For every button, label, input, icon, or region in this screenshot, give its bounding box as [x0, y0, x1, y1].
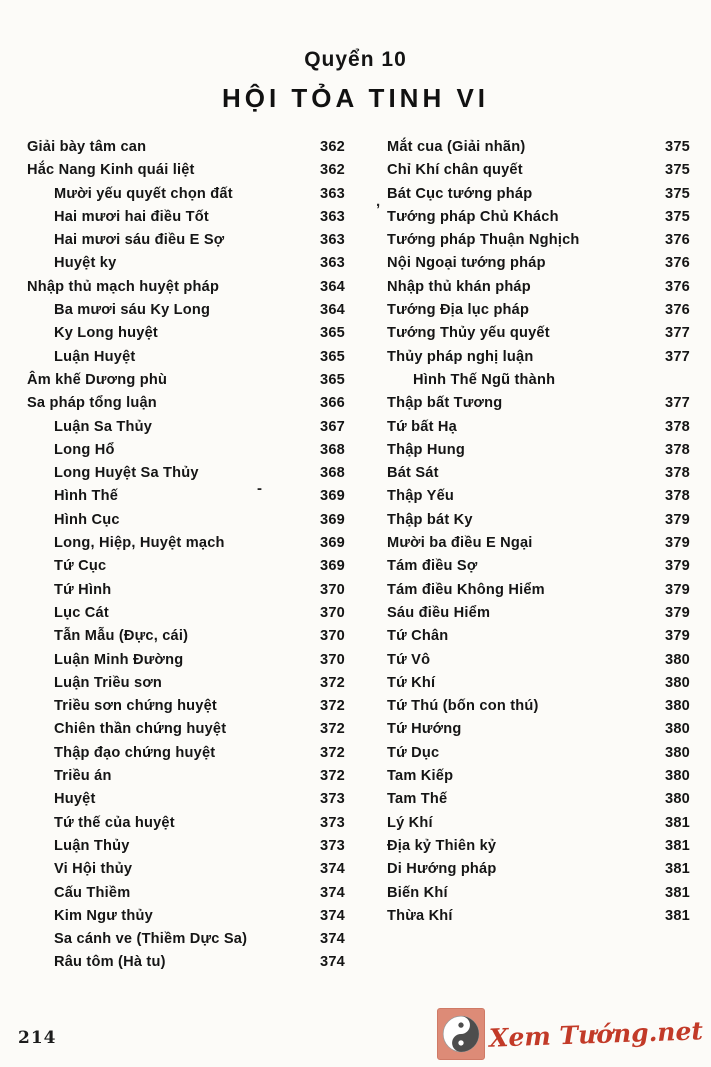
toc-entry [27, 159, 345, 182]
toc-entry [387, 439, 690, 462]
toc-entry-title: Hắc Nang Kinh quái liệt [27, 162, 195, 179]
toc-entry [27, 672, 345, 695]
toc-entry-page: 374 [320, 954, 345, 971]
toc-entry [387, 555, 690, 578]
toc-entry [27, 252, 345, 275]
toc-entry [387, 718, 690, 741]
toc-entry [27, 835, 345, 858]
toc-entry [387, 765, 690, 788]
yin-yang-icon [437, 1008, 485, 1060]
toc-entry [387, 346, 690, 393]
toc-entry [387, 136, 690, 159]
toc-entry-page: 378 [665, 441, 690, 458]
toc-entry [27, 206, 345, 229]
toc-entry-page: 369 [320, 511, 345, 528]
toc-entry-title: Tám điều Sợ [387, 558, 478, 575]
toc-entry-title: Tứ Chân [387, 628, 449, 645]
toc-entry-title: Nhập thủ khán pháp [387, 278, 531, 295]
toc-entry-page: 365 [320, 371, 345, 388]
toc-entry-title: Sa cánh ve (Thiềm Dực Sa) [54, 931, 248, 948]
toc-entry-page: 380 [665, 791, 690, 808]
toc-entry-page: 373 [320, 837, 345, 854]
toc-entry [387, 159, 690, 182]
toc-entry-page: 381 [665, 884, 690, 901]
toc-entry [27, 392, 345, 415]
toc-entry-page: 381 [665, 861, 690, 878]
toc-entry-page: 375 [665, 185, 690, 202]
toc-entry [27, 229, 345, 252]
footer-page-number: 214 [18, 1028, 57, 1048]
toc-entry-title: Huyệt ky [54, 255, 117, 272]
toc-entry-title: Tứ Dục [387, 744, 440, 761]
toc-entry-page: 370 [320, 581, 345, 598]
toc-entry-page: 377 [665, 325, 690, 342]
toc-entry [387, 649, 690, 672]
toc-entry [27, 788, 345, 811]
toc-entry-title: Mười ba điều E Ngại [387, 535, 533, 552]
toc-entry [27, 485, 345, 508]
toc-entry-page: 367 [320, 418, 345, 435]
toc-entry-page: 363 [320, 255, 345, 272]
toc-entry [387, 625, 690, 648]
toc-entry [27, 718, 345, 741]
toc-entry-title: Luận Triều sơn [54, 674, 163, 691]
toc-entry-page: 370 [320, 651, 345, 668]
toc-entry-page: 378 [665, 465, 690, 482]
toc-entry-page: 379 [665, 535, 690, 552]
toc-entry-title: Sa pháp tổng luận [27, 395, 157, 412]
toc-entry-title: Tứ thế của huyệt [54, 814, 175, 831]
toc-entry-page: 379 [665, 628, 690, 645]
toc-entry-page: 379 [665, 581, 690, 598]
toc-entry [27, 951, 345, 974]
toc-entry-title: Tám điều Không Hiểm [387, 581, 545, 598]
toc-entry-title: Tướng Địa lục pháp [387, 302, 530, 319]
toc-entry [27, 509, 345, 532]
toc-entry-page: 374 [320, 907, 345, 924]
toc-entry [387, 858, 690, 881]
toc-entry-title: Luận Huyệt [54, 348, 136, 365]
toc-entry [27, 439, 345, 462]
toc-entry-page: 370 [320, 604, 345, 621]
toc-entry-page: 374 [320, 931, 345, 948]
toc-entry-title: Lục Cát [54, 604, 109, 621]
toc-entry [387, 229, 690, 252]
toc-entry-page: 364 [320, 302, 345, 319]
toc-entry [27, 695, 345, 718]
toc-entry-title: Tứ Hình [54, 581, 112, 598]
toc-entry-page: 381 [665, 837, 690, 854]
toc-entry-title: Luận Sa Thủy [54, 418, 153, 435]
toc-entry-page: 376 [665, 255, 690, 272]
toc-entry-title: Hình Cục [54, 511, 120, 528]
toc-entry [27, 346, 345, 369]
toc-entry-page: 378 [665, 418, 690, 435]
toc-entry-title: Luận Thủy [54, 837, 130, 854]
toc-entry [27, 812, 345, 835]
toc-entry-title: Thập đạo chứng huyệt [54, 744, 216, 761]
toc-entry-title: Tướng Thủy yếu quyết [387, 325, 550, 342]
toc-entry [27, 183, 345, 206]
toc-entry-title: Sáu điều Hiểm [387, 604, 491, 621]
toc-entry-page: 362 [320, 162, 345, 179]
toc-entry-page: 368 [320, 465, 345, 482]
toc-entry-title: Triều án [54, 768, 112, 785]
toc-entry-page: 380 [665, 698, 690, 715]
toc-entry [387, 509, 690, 532]
toc-entry-title: Long Hổ [54, 441, 115, 458]
toc-entry-title: Thập Hung [387, 441, 465, 458]
watermark [437, 1008, 703, 1060]
toc-entry-page: 377 [665, 395, 690, 412]
toc-entry-title: Tứ Thú (bốn con thú) [387, 698, 539, 715]
toc-entry-title: Long, Hiệp, Huyệt mạch [54, 535, 225, 552]
toc-entry [27, 555, 345, 578]
toc-entry [27, 299, 345, 322]
toc-entry [27, 276, 345, 299]
toc-entry-page: 369 [320, 488, 345, 505]
toc-entry [387, 835, 690, 858]
toc-entry-page: 381 [665, 814, 690, 831]
toc-entry-title: Chiên thần chứng huyệt [54, 721, 227, 738]
scan-artifact: - [257, 480, 262, 497]
toc-entry-page: 362 [320, 139, 345, 155]
toc-entry-page: 375 [665, 208, 690, 225]
toc-entry-title: Thừa Khí [387, 907, 453, 924]
toc-entry [387, 695, 690, 718]
toc-entry-title: Âm khế Dương phù [27, 371, 168, 388]
toc-entry-title: Ky Long huyệt [54, 325, 158, 342]
toc-entry-page: 369 [320, 558, 345, 575]
toc-entry [27, 765, 345, 788]
toc-entry-title: Luận Minh Đường [54, 651, 184, 668]
toc-entry-page: 380 [665, 721, 690, 738]
toc-entry [27, 625, 345, 648]
toc-entry-title: Triều sơn chứng huyệt [54, 698, 217, 715]
toc-left-column [27, 136, 345, 975]
toc-entry-title: Tứ Khí [387, 674, 436, 691]
toc-entry-page: 379 [665, 604, 690, 621]
page-header [0, 48, 711, 114]
toc-entry [387, 416, 690, 439]
toc-entry-page: 369 [320, 535, 345, 552]
toc-entry [387, 252, 690, 275]
toc-entry-title: Râu tôm (Hà tu) [54, 954, 166, 971]
toc-right-column [387, 136, 690, 928]
toc-entry [387, 392, 690, 415]
toc-entry-title: Tướng pháp Chủ Khách [387, 208, 559, 225]
toc-entry-title: Huyệt [54, 791, 96, 808]
toc-entry-page: 372 [320, 698, 345, 715]
toc-entry-title: Tứ Vô [387, 651, 431, 668]
toc-entry-title: Chỉ Khí chân quyết [387, 162, 523, 179]
toc-entry-title: Nội Ngoại tướng pháp [387, 255, 546, 272]
toc-entry [27, 905, 345, 928]
toc-entry-page: 381 [665, 907, 690, 924]
toc-entry [387, 672, 690, 695]
toc-entry-page: 363 [320, 232, 345, 249]
toc-entry-page: 373 [320, 814, 345, 831]
toc-entry [387, 788, 690, 811]
volume-heading: Quyển 10 [304, 48, 407, 71]
toc-entry-page: 368 [320, 441, 345, 458]
toc-entry-subtitle: Hình Thế Ngũ thành [413, 371, 556, 388]
toc-entry-title: Thập Yếu [387, 488, 455, 505]
toc-entry [27, 322, 345, 345]
watermark-text: Xem Tướng.net [488, 1015, 704, 1053]
toc-entry-title: Tứ Cục [54, 558, 107, 575]
toc-entry [387, 579, 690, 602]
toc-entry-title: Tam Kiếp [387, 768, 454, 785]
toc-entry-title: Tướng pháp Thuận Nghịch [387, 232, 580, 249]
toc-entry-title: Mắt cua (Giải nhãn) [387, 139, 526, 155]
toc-entry [387, 905, 690, 928]
toc-entry-page: 378 [665, 488, 690, 505]
toc-entry-page: 365 [320, 325, 345, 342]
toc-entry-title: Kim Ngư thủy [54, 907, 153, 924]
toc-entry [387, 485, 690, 508]
toc-entry [387, 183, 690, 206]
toc-entry-page: 376 [665, 232, 690, 249]
toc-entry-page: 376 [665, 278, 690, 295]
toc-entry-title: Nhập thủ mạch huyệt pháp [27, 278, 220, 295]
toc-entry [387, 322, 690, 345]
toc-entry-page: 373 [320, 791, 345, 808]
toc-entry [27, 579, 345, 602]
toc-entry [27, 416, 345, 439]
toc-entry-page: 372 [320, 721, 345, 738]
toc-entry [387, 602, 690, 625]
toc-entry-page: 375 [665, 139, 690, 155]
toc-entry-title: Tẫn Mẫu (Đực, cái) [54, 628, 189, 645]
toc-entry-title: Bát Sát [387, 465, 439, 482]
toc-entry [27, 462, 345, 485]
toc-entry-page: 379 [665, 511, 690, 528]
toc-entry-title: Thập bát Ky [387, 511, 473, 528]
toc-entry-page: 380 [665, 768, 690, 785]
page-title: HỘI TỎA TINH VI [221, 83, 490, 113]
toc-entry [387, 276, 690, 299]
toc-entry-page: 376 [665, 302, 690, 319]
scan-artifact: , [376, 193, 381, 210]
toc-entry [387, 882, 690, 905]
toc-entry-title: Long Huyệt Sa Thủy [54, 465, 199, 482]
toc-entry-page: 379 [665, 558, 690, 575]
toc-entry-title: Cấu Thiềm [54, 884, 131, 901]
toc-entry [387, 206, 690, 229]
toc-entry [387, 299, 690, 322]
toc-entry-page: 370 [320, 628, 345, 645]
toc-entry-title: Hình Thế [54, 488, 119, 505]
toc-entry [27, 602, 345, 625]
toc-entry-page: 375 [665, 162, 690, 179]
toc-entry-title: Vi Hội thủy [54, 861, 133, 878]
toc-entry-title: Biến Khí [387, 884, 448, 901]
toc-entry-page: 364 [320, 278, 345, 295]
toc-entry-page: 380 [665, 744, 690, 761]
toc-entry-page: 377 [665, 348, 690, 365]
toc-entry-page: 363 [320, 208, 345, 225]
toc-entry-page: 366 [320, 395, 345, 412]
toc-entry-page: 380 [665, 674, 690, 691]
toc-entry-page: 374 [320, 861, 345, 878]
toc-entry [387, 812, 690, 835]
toc-entry-title: Hai mươi hai điều Tốt [54, 208, 209, 225]
toc-entry [387, 742, 690, 765]
toc-entry [387, 462, 690, 485]
toc-entry-title: Địa kỷ Thiên kỷ [387, 837, 497, 854]
toc-entry-page: 363 [320, 185, 345, 202]
toc-entry-title: Lý Khí [387, 814, 433, 831]
toc-entry-title: Giải bày tâm can [27, 139, 147, 155]
toc-entry-page: 365 [320, 348, 345, 365]
toc-entry-title: Tam Thế [387, 791, 448, 808]
toc-entry [27, 858, 345, 881]
toc-entry-title: Hai mươi sáu điều E Sợ [54, 232, 225, 249]
toc-entry-page: 372 [320, 674, 345, 691]
toc-entry [27, 882, 345, 905]
toc-entry-title: Tứ Hướng [387, 721, 462, 738]
toc-entry [27, 136, 345, 159]
toc-entry-title: Ba mươi sáu Ky Long [54, 302, 211, 319]
toc-entry [387, 532, 690, 555]
toc-entry [27, 649, 345, 672]
toc-entry-title: Bát Cục tướng pháp [387, 185, 533, 202]
toc-entry [27, 928, 345, 951]
toc-entry-page: 380 [665, 651, 690, 668]
toc-entry-title: Mười yếu quyết chọn đất [54, 185, 233, 202]
toc-entry-title: Thập bất Tương [387, 395, 503, 412]
toc-entry [27, 742, 345, 765]
toc-entry-title: Tứ bất Hạ [387, 418, 457, 435]
toc-entry-title: Di Hướng pháp [387, 861, 497, 878]
toc-entry [27, 369, 345, 392]
toc-entry-page: 372 [320, 768, 345, 785]
toc-entry-title: Thủy pháp nghị luận Hình Thế Ngũ thành [387, 346, 644, 393]
toc-entry [27, 532, 345, 555]
toc-entry-page: 374 [320, 884, 345, 901]
toc-entry-page: 372 [320, 744, 345, 761]
